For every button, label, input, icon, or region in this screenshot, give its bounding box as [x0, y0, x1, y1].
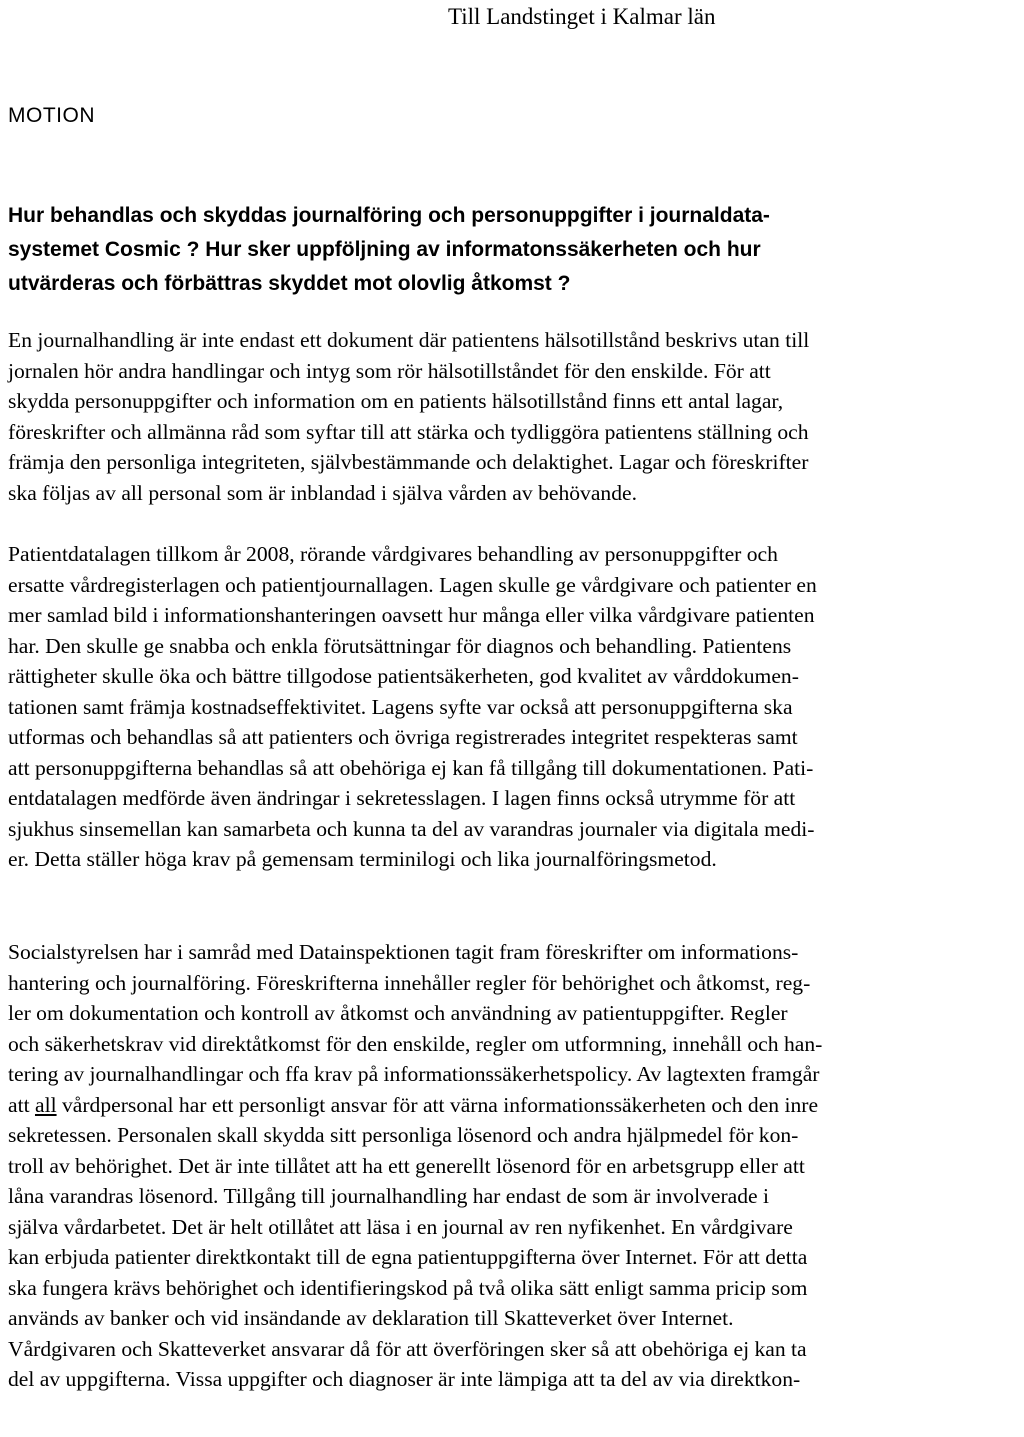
paragraph-2 [8, 539, 1020, 875]
heading-line: Hur behandlas och skyddas journalföring och personuppgifter i journaldata- [8, 204, 770, 227]
paragraph-line: ska fungera krävs behörighet och identifieringskod på två olika sätt enligt samma pricip som [8, 1275, 808, 1300]
paragraph-line: skydda personuppgifter och information om en patients hälsotillstånd finns ett antal lagar, [8, 389, 784, 413]
paragraph-line: jornalen hör andra handlingar och intyg som rör hälsotillståndet för den enskilde. För att [8, 358, 771, 383]
paragraph-line: er. Detta ställer höga krav på gemensam terminilogi och lika journalföringsmetod. [8, 847, 717, 871]
paragraph-line: rättigheter skulle öka och bättre tillgodose patientsäkerheten, god kvalitet av vårddokumen- [8, 664, 799, 688]
paragraph-line: har. Den skulle ge snabba och enkla förutsättningar för diagnos och behandling. Patientens [8, 633, 792, 658]
paragraph-line: hantering och journalföring. Föreskrifterna innehåller regler för behörighet och åtkomst, reg- [8, 970, 811, 995]
paragraph-line: utformas och behandlas så att patienters och övriga registrerades integritet respekteras samt [8, 725, 798, 749]
document-type-title: MOTION [8, 104, 95, 127]
paragraph-line: mer samlad bild i informationshanteringen oavsett hur många eller vilka vårdgivare patienten [8, 603, 815, 627]
paragraph-line: och säkerhetskrav vid direktåtkomst för den enskilde, regler om utformning, innehåll och han- [8, 1031, 823, 1056]
paragraph-line: sekretessen. Personalen skall skydda sitt personliga lösenord och andra hjälpmedel för kon- [8, 1123, 799, 1147]
paragraph-line: sjukhus sinsemellan kan samarbeta och kunna ta del av varandras journaler via digitala medi- [8, 816, 815, 841]
paragraph-line: Patientdatalagen tillkom år 2008, rörande vårdgivares behandling av personuppgifter och [8, 542, 778, 566]
paragraph-line: troll av behörighet. Det är inte tillåtet att ha ett generellt lösenord för en arbetsgrupp eller att [8, 1153, 805, 1178]
paragraph-line: ersatte vårdregisterlagen och patientjournallagen. Lagen skulle ge vårdgivare och patienter en [8, 572, 817, 597]
paragraph-line: främja den personliga integriteten, självbestämmande och delaktighet. Lagar och föreskrifter [8, 450, 809, 474]
heading-line: utvärderas och förbättras skyddet mot olovlig åtkomst ? [8, 272, 571, 295]
heading-line: systemet Cosmic ? Hur sker uppföljning av informatonssäkerheten och hur [8, 238, 761, 261]
paragraph-3 [8, 937, 1020, 1395]
paragraph-line: Vårdgivaren och Skatteverket ansvarar då för att överföringen sker så att obehöriga ej kan ta [8, 1336, 807, 1361]
paragraph-line: används av banker och vid insändande av deklaration till Skatteverket över Internet. [8, 1306, 734, 1330]
motion-heading [8, 199, 1013, 301]
paragraph-line: tationen samt främja kostnadseffektivitet. Lagens syfte var också att personuppgifterna ska [8, 694, 793, 719]
paragraph-line: del av uppgifterna. Vissa uppgifter och diagnoser är inte lämpiga att ta del av via direktkon- [8, 1367, 801, 1391]
paragraph-line-with-emphasis [8, 1090, 1020, 1121]
paragraph-line: tering av journalhandlingar och ffa krav på informationssäkerhetspolicy. Av lagtexten framgår [8, 1062, 820, 1086]
paragraph-line: Socialstyrelsen har i samråd med Datainspektionen tagit fram föreskrifter om informations- [8, 940, 799, 964]
paragraph-line: föreskrifter och allmänna råd som syftar till att stärka och tydliggöra patientens ställning och [8, 419, 809, 444]
paragraph-line: En journalhandling är inte endast ett dokument där patientens hälsotillstånd beskrivs utan till [8, 328, 810, 352]
recipient-line: Till Landstinget i Kalmar län [448, 4, 716, 29]
paragraph-line: entdatalagen medförde även ändringar i sekretesslagen. I lagen finns också utrymme för att [8, 786, 796, 810]
paragraph-line: låna varandras lösenord. Tillgång till journalhandling har endast de som är involverade i [8, 1184, 770, 1208]
line-text-before: att [8, 1092, 35, 1117]
paragraph-1 [8, 325, 1020, 508]
paragraph-line: kan erbjuda patienter direktkontakt till de egna patientuppgifterna över Internet. För att detta [8, 1245, 808, 1269]
paragraph-line: ska följas av all personal som är inblandad i själva vården av behövande. [8, 480, 638, 505]
underlined-word: all [34, 1092, 57, 1117]
paragraph-line: själva vårdarbetet. Det är helt otillåtet att läsa i en journal av ren nyfikenhet. En vårdgivare [8, 1214, 793, 1239]
paragraph-line: att personuppgifterna behandlas så att obehöriga ej kan få tillgång till dokumentationen. Pati- [8, 755, 814, 780]
paragraph-line: ler om dokumentation och kontroll av åtkomst och användning av patientuppgifter. Regler [8, 1001, 788, 1025]
line-text-after: vårdpersonal har ett personligt ansvar för att värna informationssäkerheten och den inre [56, 1092, 819, 1117]
